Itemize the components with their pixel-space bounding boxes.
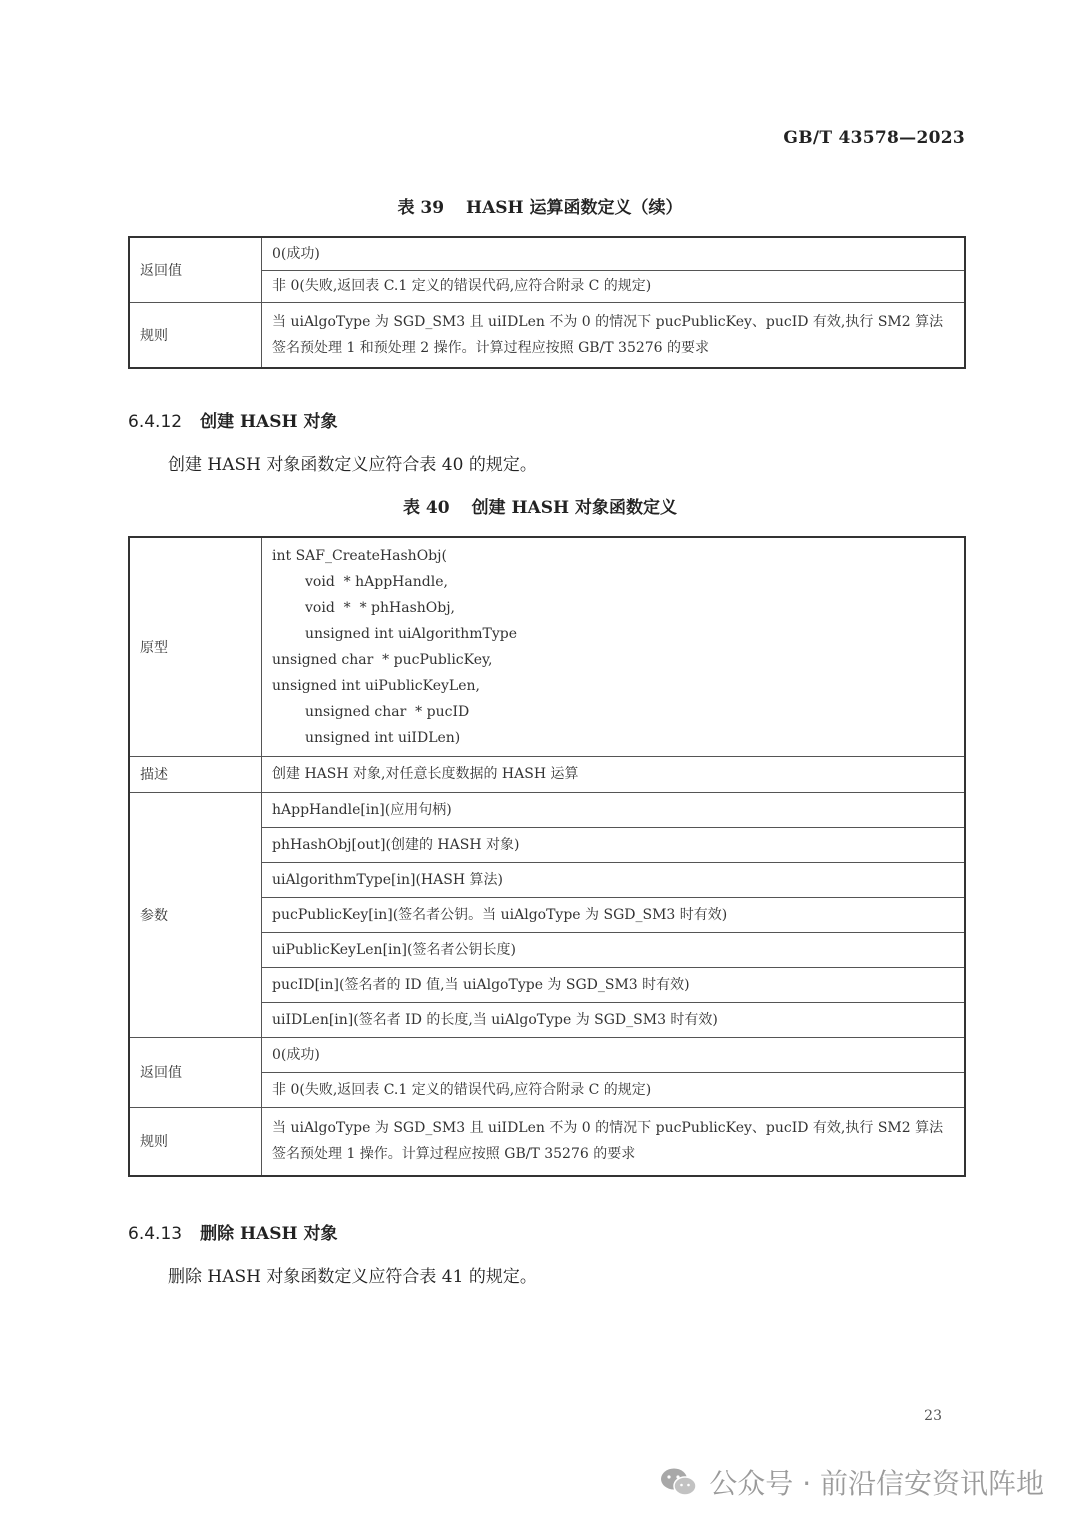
table40-param: pucID[in](签名者的 ID 值,当 uiAlgoType 为 SGD_SM3 时有效) xyxy=(262,967,966,1002)
table39-rule-line1: 当 uiAlgoType 为 SGD_SM3 且 uiIDLen 不为 0 的情况下 pucPublicKey、pucID 有效,执行 SM2 算法 xyxy=(272,313,944,330)
table40-param: uiAlgorithmType[in](HASH 算法) xyxy=(262,862,966,897)
table39-return-label: 返回值 xyxy=(129,237,262,302)
table39-rule-label: 规则 xyxy=(129,302,262,368)
section-number: 6.4.13 xyxy=(128,1224,183,1244)
table40-prototype-label: 原型 xyxy=(129,537,262,756)
prototype-line: unsigned int uiPublicKeyLen, xyxy=(272,677,480,694)
section-6-4-12-heading xyxy=(128,407,338,432)
prototype-line: int SAF_CreateHashObj( xyxy=(272,547,447,564)
table40-prototype-code xyxy=(262,537,966,756)
prototype-line: unsigned int uiAlgorithmType xyxy=(305,625,517,642)
table40-rule-line2: 签名预处理 1 操作。计算过程应按照 GB/T 35276 的要求 xyxy=(272,1146,636,1163)
prototype-line: void * hAppHandle, xyxy=(305,573,448,590)
table40-description-label: 描述 xyxy=(129,756,262,792)
section-title: 创建 HASH 对象 xyxy=(200,412,338,432)
table40-params-label: 参数 xyxy=(129,792,262,1037)
table39-return-fail: 非 0(失败,返回表 C.1 定义的错误代码,应符合附录 C 的规定) xyxy=(262,270,966,302)
table39-caption-title: HASH 运算函数定义（续） xyxy=(466,198,683,218)
prototype-line: unsigned char * pucID xyxy=(305,703,470,720)
table39-rule xyxy=(262,302,966,368)
table40-rule-line1: 当 uiAlgoType 为 SGD_SM3 且 uiIDLen 不为 0 的情况下 pucPublicKey、pucID 有效,执行 SM2 算法 xyxy=(272,1120,944,1137)
section-6-4-13-paragraph: 删除 HASH 对象函数定义应符合表 41 的规定。 xyxy=(168,1267,537,1287)
table40-caption-title: 创建 HASH 对象函数定义 xyxy=(471,498,677,518)
table40-return-fail: 非 0(失败,返回表 C.1 定义的错误代码,应符合附录 C 的规定) xyxy=(262,1072,966,1107)
table39-rule-line2: 签名预处理 1 和预处理 2 操作。计算过程应按照 GB/T 35276 的要求 xyxy=(272,339,710,356)
table40-caption xyxy=(0,493,1080,518)
table40-param: uiPublicKeyLen[in](签名者公钥长度) xyxy=(262,932,966,967)
table40-param: uiIDLen[in](签名者 ID 的长度,当 uiAlgoType 为 SGD_SM3 时有效) xyxy=(262,1002,966,1037)
table40-param: phHashObj[out](创建的 HASH 对象) xyxy=(262,827,966,862)
table39-caption-number: 表 39 xyxy=(397,198,445,218)
page-number: 23 xyxy=(924,1408,942,1424)
table39-caption xyxy=(0,193,1080,218)
section-6-4-13-heading xyxy=(128,1219,338,1244)
section-number: 6.4.12 xyxy=(128,412,183,432)
table40-rule-label: 规则 xyxy=(129,1107,262,1176)
table40-description: 创建 HASH 对象,对任意长度数据的 HASH 运算 xyxy=(262,756,966,792)
standard-number: GB/T 43578—2023 xyxy=(783,128,965,148)
prototype-line: unsigned char * pucPublicKey, xyxy=(272,651,493,668)
wechat-icon xyxy=(659,1466,699,1498)
table39 xyxy=(128,236,966,369)
section-title: 删除 HASH 对象 xyxy=(200,1224,338,1244)
prototype-line: unsigned int uiIDLen) xyxy=(305,729,461,746)
table40-caption-number: 表 40 xyxy=(402,498,450,518)
table40-return-success: 0(成功) xyxy=(262,1037,966,1072)
table40-rule xyxy=(262,1107,966,1176)
table40-return-label: 返回值 xyxy=(129,1037,262,1107)
section-6-4-12-paragraph: 创建 HASH 对象函数定义应符合表 40 的规定。 xyxy=(168,455,537,475)
watermark-text: 公众号 · 前沿信安资讯阵地 xyxy=(709,1467,1044,1500)
table40-param: hAppHandle[in](应用句柄) xyxy=(262,792,966,827)
watermark xyxy=(659,1462,1044,1502)
table40-param: pucPublicKey[in](签名者公钥。当 uiAlgoType 为 SGD_SM3 时有效) xyxy=(262,897,966,932)
table39-return-success: 0(成功) xyxy=(262,237,966,270)
prototype-line: void * * phHashObj, xyxy=(305,599,455,616)
table40 xyxy=(128,536,966,1177)
